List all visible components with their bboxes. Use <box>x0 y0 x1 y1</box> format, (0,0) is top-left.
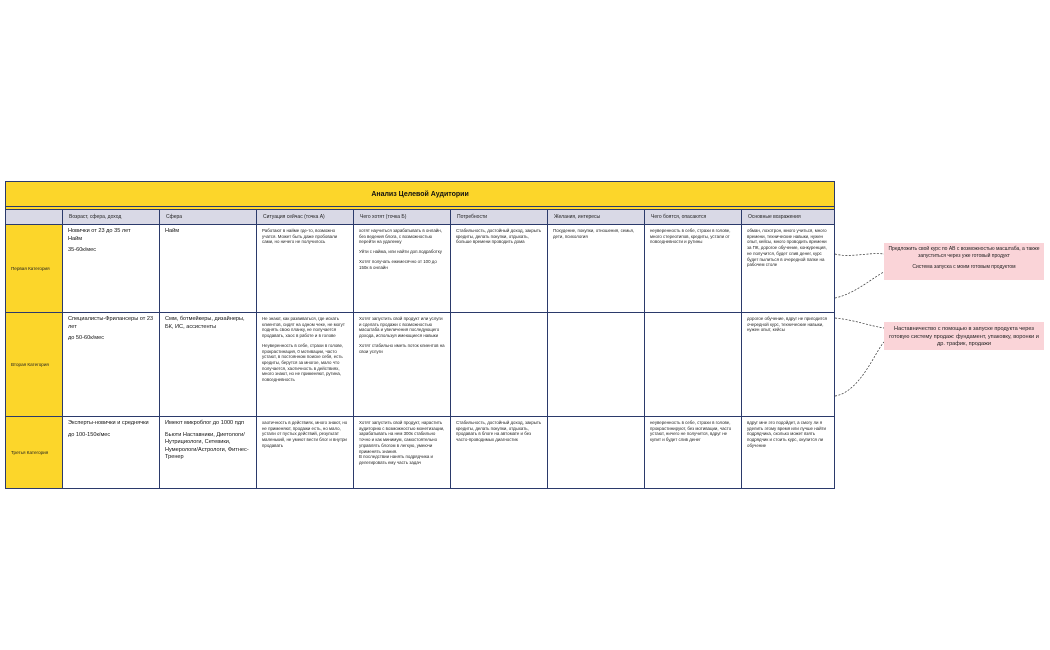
cell-text: Эксперты-новички и среднячки <box>68 420 149 426</box>
header-age: Возраст, сфера, доход <box>63 210 160 225</box>
cell-text: Имеют микроблог до 1000 пдп <box>165 420 245 426</box>
connector-note2-row3 <box>835 342 884 396</box>
header-point-a: Ситуация сейчас (точка А) <box>257 210 354 225</box>
cell-text: Хотят запустить свой продукт, нарастить аудиторию с возможностью монетизации, зарабатывать на нем 300к стабильно точно и как минимум, самостоятельно управлять блогом в легкую, умеючи применять знания. В последствии нанять подрядчика и делегировать ему часть задач <box>359 420 445 466</box>
cell-text: Смм, ботмейкеры, дизайнеры, БК, ИС, ассистенты <box>165 316 245 330</box>
cell-text: Бьюти Наставники, Диетологи/Нутрициологи, Сетевики, Нумерологи/Астрологи, Фитнес-Тренер <box>165 431 249 461</box>
note-text: Система запуска с моим готовым продуктом <box>912 263 1016 270</box>
connector-note1-row2 <box>835 272 884 298</box>
cell-text: Не знают, как развиваться, где искать клиентов, сидят на одном чеке, не могут поднять свою планку, не получается продавать, хаос в работе и в голове <box>262 316 345 339</box>
header-desires: Желания, интересы <box>548 210 645 225</box>
cell-text: Неуверенность в себе, страхи в голове, прокрастинация, 0 мотивации, часто устают, в постоянном поиске себя, есть кредиты, берутся за многое, мало что получается, хаотичность в действиях, много знают, но не применяют, рутина, повседневность <box>262 342 344 383</box>
cell-text: до 50-60к/мес <box>68 335 104 342</box>
cell-text: неуверенность в себе, страхи в голове, прокрастинируют, без мотивации, часто устают, ничего не получится, вдруг не купит и будет слив денег <box>650 420 732 443</box>
cell-text: Новички от 23 до 35 лет Найм <box>68 228 131 242</box>
cell-text: дорогое обучение, вдруг не пригодится очередной курс, технические навыки, нужен опыт, кейсы <box>747 316 828 333</box>
header-sphere: Сфера <box>160 210 257 225</box>
header-point-b: Чего хотят (точка Б) <box>354 210 451 225</box>
cell-text: хаотичность в действиях, много знают, но не применяют, продажи есть, но мало, устали от пустых действий, результат маленький, не умеют вести блог и внутри продавать <box>262 420 348 448</box>
cell-text: вдруг мне это подойдет, а смогу ли я уделить этому время или лучше найти подрядчика, сколько может взять подрядчик и стоить курс, окупится ли обучение <box>747 420 827 448</box>
cell-text: неуверенность в себе, страхи в голове, много стереотипов, кредиты, устали от повседневности и рутины <box>650 228 731 245</box>
connector-note1-row1 <box>835 254 884 256</box>
sticky-note-offer[interactable] <box>884 243 1044 280</box>
header-objections: Основные возражения <box>742 210 835 225</box>
header-fears: Чего боятся, опасаются <box>645 210 742 225</box>
category-label: Третья Категория <box>6 417 63 489</box>
cell-text: Хотят запустить свой продукт или услуги и сделать продажи с возможностью масштаба и увеличения последующего дохода, используя имеющиеся навыки <box>359 316 443 339</box>
cell-text: Стабильность, достойный доход, закрыть кредиты, делать покупки, отдыхать, продавать в блоге на автомате и без часто-проводимых диагностик <box>456 420 542 443</box>
cell-text: Найм <box>165 228 180 234</box>
cell-text: до 100-150к/мес <box>68 431 111 438</box>
cell-text: 35-60к/мес <box>68 247 97 254</box>
cell-text: Хотят получать ежемесячно от 100 до 150к в онлайн <box>359 258 437 270</box>
sticky-note-mentorship[interactable] <box>884 322 1044 350</box>
table-title: Анализ Целевой Аудитории <box>6 182 835 207</box>
note-text: Наставничество с помощью в запуске продукта через готовую систему продаж: фундамент, упаковку, воронки и др. трафик, продажи <box>889 326 1039 348</box>
cell-text: Хотят стабильно иметь поток клиентов на свои услуги <box>359 342 445 354</box>
header-needs: Потребности <box>451 210 548 225</box>
cell-text: Работают в найме где-то, возможно учатся. Может быть даже пробовали сами, но ничего не получилось <box>262 228 338 245</box>
cell-text: обман, лохотрон, много учиться, много времени, технические навыки, нужен опыт, кейсы, много проводить времени за ПК, дорогое обучение, конкуренция, не получится, будет слив денег, курс будет пылиться в очередной папке на рабочем столе <box>747 228 827 268</box>
connector-note2-row2 <box>835 318 884 328</box>
category-label: Вторая Категория <box>6 313 63 417</box>
cell-text: Специалисты-Фрилансеры от 23 лет <box>68 316 154 330</box>
cell-text: хотят научиться зарабатывать в онлайн, без ведения блога, с возможностью перейти на удаленку <box>359 228 442 245</box>
cell-text: Уйти с найма, или найти доп.подработку <box>359 249 442 255</box>
cell-text: Стабильность, достойный доход, закрыть кредиты, делать покупки, отдыхать, больше времени проводить дома <box>456 228 542 245</box>
category-label: Первая Категория <box>6 225 63 313</box>
cell-text: Похудение, покупки, отношения, семья, дети, психология <box>553 228 635 239</box>
note-text: Предложить свой курс по АВ с возможностью масштаба, а также запуститься через уже готовый продукт <box>888 246 1040 259</box>
